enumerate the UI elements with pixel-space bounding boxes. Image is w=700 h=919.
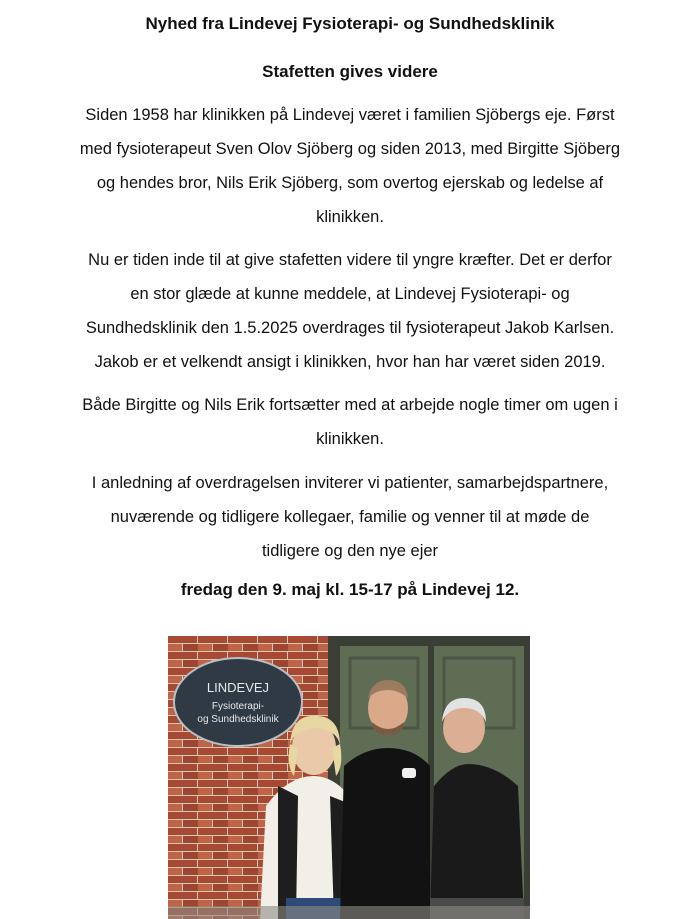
sign-line: og Sundhedsklinik <box>197 714 279 725</box>
owners-photo <box>168 636 530 919</box>
paragraph-line: Siden 1958 har klinikken på Lindevej været i familien Sjöbergs eje. Først <box>85 106 615 124</box>
paragraph-line: tidligere og den nye ejer <box>261 542 439 560</box>
paragraph-line: med fysioterapeut Sven Olov Sjöberg og siden 2013, med Birgitte Sjöberg <box>79 140 621 158</box>
paragraph-line: Jakob er et velkendt ansigt i klinikken, hvor han har været siden 2019. <box>94 353 606 371</box>
paragraph-line: nuværende og tidligere kollegaer, familie og venner til at møde de <box>110 508 590 526</box>
paragraph-continuation <box>40 388 660 456</box>
photo-illustration <box>168 636 530 919</box>
paragraph-line: Sundhedsklinik den 1.5.2025 overdrages til fysioterapeut Jakob Karlsen. <box>85 319 615 337</box>
paragraph-line: en stor glæde at kunne meddele, at Lindevej Fysioterapi- og <box>130 285 570 303</box>
sign-line: Fysioterapi- <box>211 701 265 712</box>
subtitle: Stafetten gives videre <box>262 62 438 81</box>
event-details: fredag den 9. maj kl. 15-17 på Lindevej 12. <box>180 580 520 599</box>
paragraph-line: klinikken. <box>316 208 384 226</box>
paragraph-line: Både Birgitte og Nils Erik fortsætter med at arbejde nogle timer om ugen i <box>82 396 618 414</box>
paragraph-handover <box>40 243 660 379</box>
paragraph-invitation <box>40 466 660 568</box>
paragraph-history <box>40 98 660 234</box>
sign-title: LINDEVEJ <box>206 680 270 695</box>
page-title: Nyhed fra Lindevej Fysioterapi- og Sundhedsklinik <box>145 14 555 33</box>
paragraph-line: og hendes bror, Nils Erik Sjöberg, som overtog ejerskab og ledelse af <box>96 174 604 192</box>
paragraph-line: Nu er tiden inde til at give stafetten videre til yngre kræfter. Det er derfor <box>88 251 612 269</box>
paragraph-line: I anledning af overdragelsen inviterer vi patienter, samarbejdspartnere, <box>91 474 609 492</box>
paragraph-line: klinikken. <box>316 430 384 448</box>
